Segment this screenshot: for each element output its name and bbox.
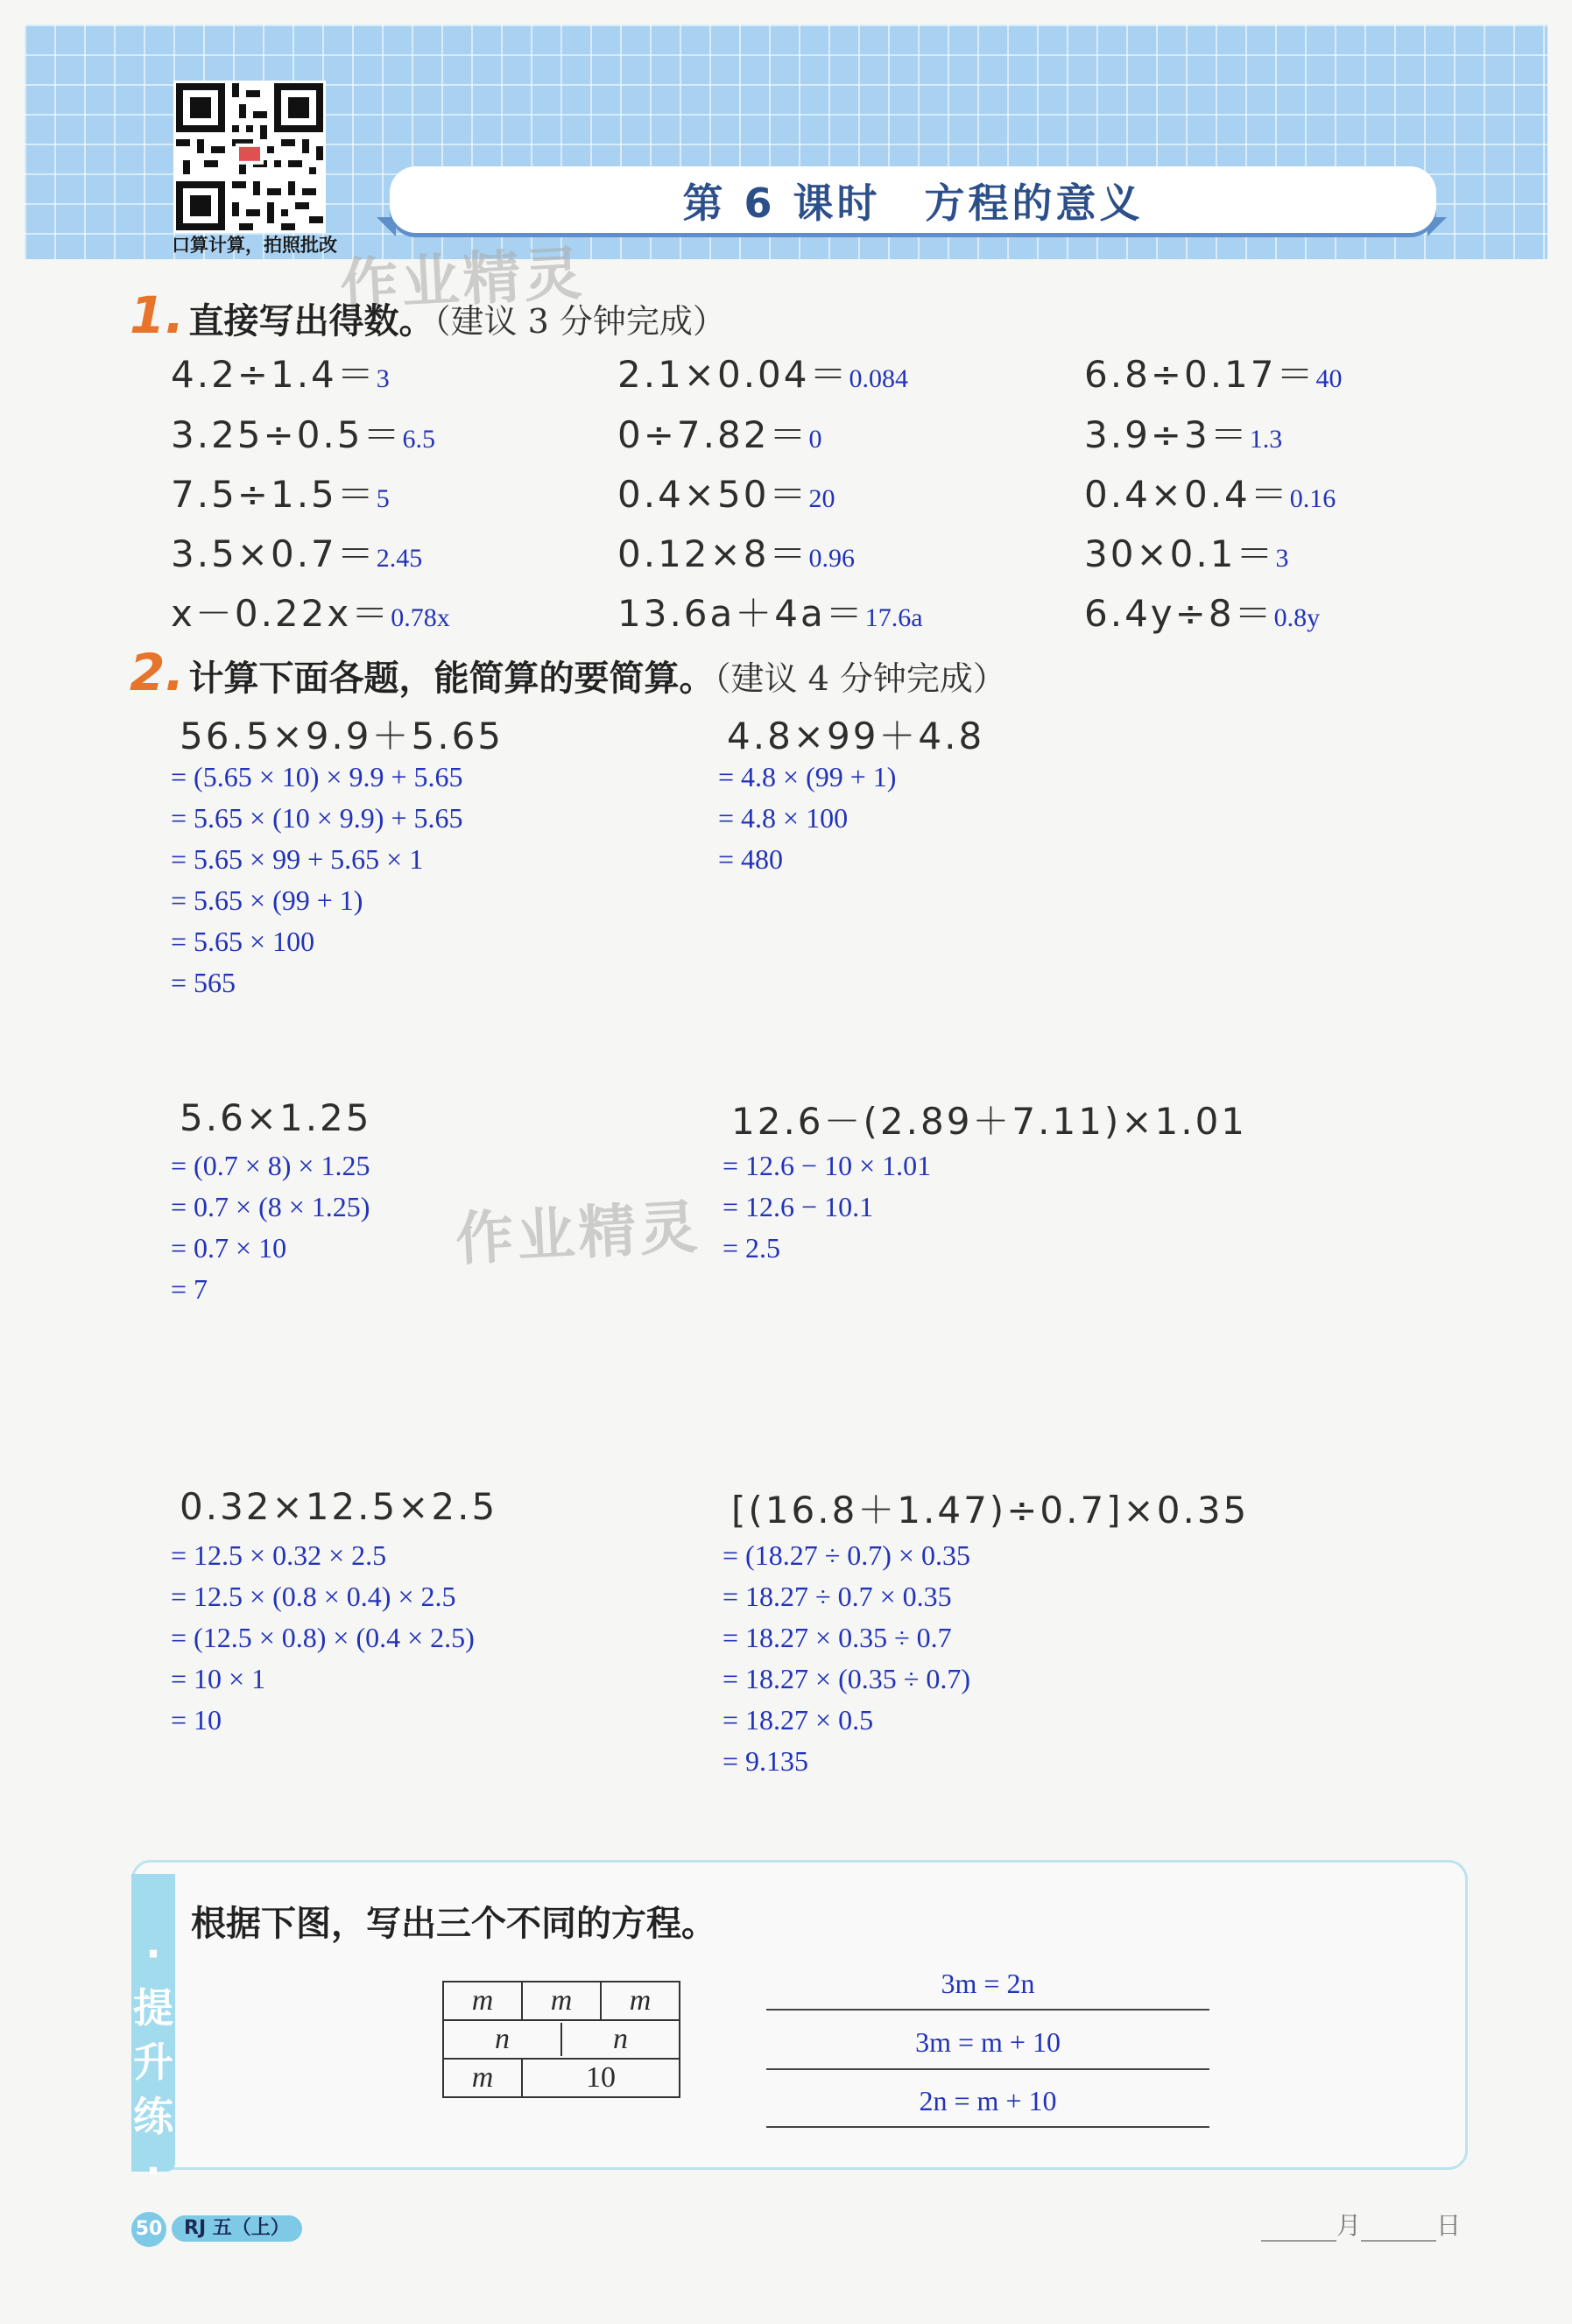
mental-problem: 3.5×0.7＝2.45 — [171, 532, 423, 575]
answer: 0.78x — [391, 603, 450, 632]
practice-question: 根据下图，写出三个不同的方程。 — [191, 1904, 716, 1944]
mental-problem: 0.4×0.4＝0.16 — [1084, 473, 1336, 516]
answer: 40 — [1315, 364, 1343, 393]
calc-step: = (12.5 × 0.8) × (0.4 × 2.5) — [171, 1622, 475, 1653]
month-blank[interactable] — [1261, 2215, 1336, 2242]
answer-line — [766, 2009, 1209, 2011]
calc-step: = (5.65 × 10) × 9.9 + 5.65 — [171, 761, 463, 792]
calc-steps — [723, 1145, 931, 1269]
calc-step: = 9.135 — [723, 1745, 809, 1777]
qr-code-image[interactable] — [173, 81, 326, 233]
watermark-top: 作业精灵 — [338, 239, 588, 320]
calc-expression: 4.8×99＋4.8 — [727, 715, 985, 757]
page-number: 50 — [131, 2212, 166, 2247]
calc-step: = (0.7 × 8) × 1.25 — [171, 1150, 370, 1181]
calc-expression: [(16.8＋1.47)÷0.7]×0.35 — [731, 1489, 1250, 1532]
calc-step: = 18.27 × 0.35 ÷ 0.7 — [723, 1622, 952, 1653]
calc-step: = 18.27 ÷ 0.7 × 0.35 — [723, 1581, 952, 1612]
calc-step: = 2.5 — [723, 1232, 781, 1264]
calc-step: = 5.65 × (99 + 1) — [171, 884, 363, 916]
segment-diagram — [442, 1981, 680, 2098]
calc-steps — [171, 757, 463, 1004]
calc-steps — [718, 757, 896, 880]
calc-expression: 0.32×12.5×2.5 — [180, 1485, 498, 1528]
section-1-title: 直接写出得数。 — [188, 301, 434, 342]
segment-m: m — [522, 1982, 601, 2020]
section-1-heading — [130, 285, 726, 345]
section-2-title: 计算下面各题，能简算的要简算。 — [188, 658, 715, 699]
segment-10: 10 — [522, 2059, 680, 2097]
mental-problem: 13.6a＋4a＝17.6a — [617, 592, 923, 635]
mental-problem: 6.8÷0.17＝40 — [1084, 353, 1343, 396]
calc-step: = 0.7 × (8 × 1.25) — [171, 1191, 370, 1222]
mental-problem: x－0.22x＝0.78x — [171, 592, 450, 635]
answer: 0 — [808, 425, 822, 454]
calc-step: = 0.7 × 10 — [171, 1232, 287, 1264]
lesson-title: 第 6 课时 方程的意义 — [682, 180, 1144, 227]
calc-step: = 7 — [171, 1273, 208, 1305]
calc-expression: 5.6×1.25 — [180, 1096, 372, 1139]
qr-caption: 口算计算，拍照批改 — [172, 235, 337, 256]
mental-problem: 30×0.1＝3 — [1084, 532, 1289, 575]
calc-step: = 10 × 1 — [171, 1663, 266, 1694]
answer: 2.45 — [376, 544, 423, 573]
equation-3: 2n = m + 10 — [919, 2085, 1057, 2116]
day-label: 日 — [1436, 2211, 1462, 2240]
section-1-number: 1. — [130, 285, 185, 345]
calc-expression: 12.6－(2.89＋7.11)×1.01 — [731, 1100, 1248, 1143]
calc-step: = 10 — [171, 1704, 222, 1736]
calc-steps — [723, 1535, 970, 1782]
segment-n: n — [444, 2023, 561, 2056]
answer: 0.084 — [849, 364, 909, 393]
equation-1: 3m = 2n — [941, 1968, 1035, 1999]
segment-m: m — [601, 1982, 680, 2020]
answer: 20 — [808, 484, 835, 513]
answer: 3 — [376, 364, 390, 393]
calc-step: = 12.6 − 10 × 1.01 — [723, 1150, 932, 1181]
answer: 17.6a — [864, 603, 923, 632]
month-label: 月 — [1336, 2211, 1362, 2240]
section-1-hint: （建议 3 分钟完成） — [434, 302, 726, 341]
book-label: RJ 五（上） — [172, 2215, 302, 2242]
mental-problem: 6.4y÷8＝0.8y — [1084, 592, 1321, 635]
section-2-hint: （建议 4 分钟完成） — [714, 659, 1006, 698]
calc-step: = 565 — [171, 967, 236, 998]
calc-steps — [171, 1145, 370, 1310]
answer: 3 — [1275, 544, 1289, 573]
calc-step: = 480 — [718, 843, 784, 875]
mental-problem: 3.25÷0.5＝6.5 — [171, 413, 436, 456]
mental-problem: 4.2÷1.4＝3 — [171, 353, 390, 396]
calc-step: = 18.27 × 0.5 — [723, 1704, 874, 1736]
equation-2: 3m = m + 10 — [915, 2026, 1061, 2058]
calc-expression: 56.5×9.9＋5.65 — [180, 715, 504, 757]
calc-step: = 12.5 × (0.8 × 0.4) × 2.5 — [171, 1581, 456, 1612]
answer: 0.16 — [1289, 484, 1336, 513]
mental-problem: 7.5÷1.5＝5 — [171, 473, 390, 516]
calc-step: = (18.27 ÷ 0.7) × 0.35 — [723, 1539, 970, 1571]
calc-steps — [171, 1535, 475, 1741]
mental-problem: 3.9÷3＝1.3 — [1084, 413, 1283, 456]
answer: 0.96 — [808, 544, 855, 573]
answer: 6.5 — [402, 425, 436, 454]
calc-step: = 4.8 × 100 — [718, 802, 849, 834]
calc-step: = 5.65 × 100 — [171, 926, 315, 957]
section-2-heading — [130, 643, 1006, 702]
calc-step: = 12.6 − 10.1 — [723, 1191, 874, 1222]
practice-tab-label: ·提升练· — [133, 1930, 173, 2194]
mental-problem: 0÷7.82＝0 — [617, 413, 822, 456]
answer-line — [766, 2068, 1209, 2070]
mental-problem: 2.1×0.04＝0.084 — [617, 353, 909, 396]
day-blank[interactable] — [1361, 2215, 1436, 2242]
answer: 0.8y — [1273, 603, 1321, 632]
segment-m: m — [443, 1982, 522, 2020]
answer: 5 — [376, 484, 390, 513]
calc-step: = 5.65 × 99 + 5.65 × 1 — [171, 843, 424, 875]
calc-step: = 4.8 × (99 + 1) — [718, 761, 897, 792]
calc-step: = 12.5 × 0.32 × 2.5 — [171, 1539, 387, 1571]
watermark-middle: 作业精灵 — [454, 1193, 703, 1274]
date-field — [1261, 2207, 1461, 2242]
answer-line — [766, 2126, 1209, 2128]
section-2-number: 2. — [130, 643, 185, 702]
segment-n: n — [613, 2023, 628, 2055]
calc-step: = 18.27 × (0.35 ÷ 0.7) — [723, 1663, 970, 1694]
mental-problem: 0.4×50＝20 — [617, 473, 835, 516]
answer: 1.3 — [1249, 425, 1283, 454]
mental-problem: 0.12×8＝0.96 — [617, 532, 855, 575]
segment-m: m — [443, 2059, 522, 2097]
calc-step: = 5.65 × (10 × 9.9) + 5.65 — [171, 802, 463, 834]
